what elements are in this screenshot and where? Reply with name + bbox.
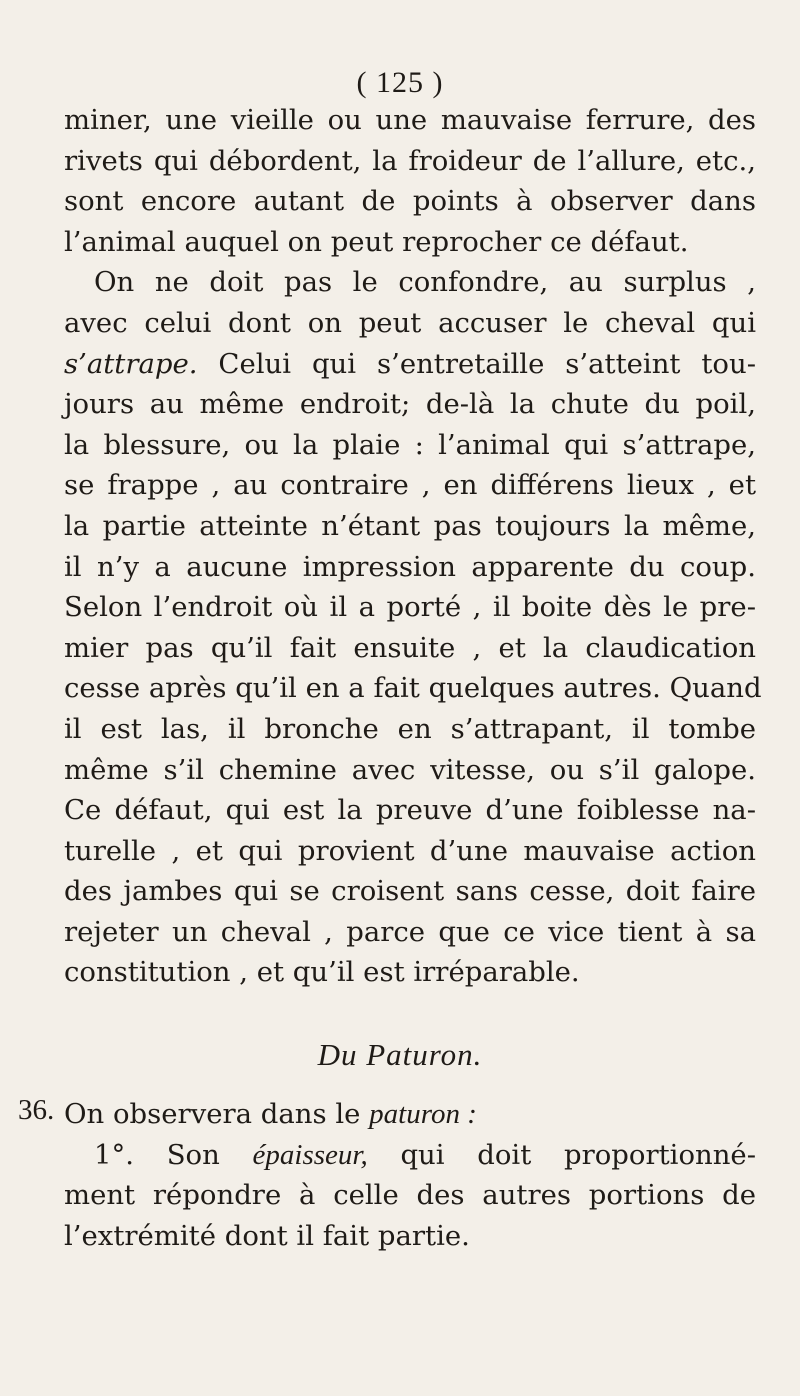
text-line: constitution , et qu’il est irréparable. xyxy=(64,956,580,989)
page-number: ( 125 ) xyxy=(356,66,444,99)
body-text xyxy=(64,100,762,993)
text-line xyxy=(64,1094,756,1135)
text-span: qui doit proportionné- xyxy=(367,1138,756,1171)
text-line: l’animal auquel on peut reprocher ce défaut. xyxy=(64,225,689,258)
text-span: 1°. Son xyxy=(94,1138,253,1171)
text-line: cesse après qu’il en a fait quelques autres. Quand xyxy=(64,672,762,705)
text-line: la partie atteinte n’étant pas toujours la même, xyxy=(64,509,756,542)
section-title: Du Paturon. xyxy=(317,1037,483,1072)
text-line: miner, une vieille ou une mauvaise ferrure, des xyxy=(64,104,756,136)
text-line: rejeter un cheval , parce que ce vice tient à sa xyxy=(64,915,756,948)
text-span: Celui qui s’entretaille s’atteint tou- xyxy=(197,347,756,380)
text-span: On observera dans le xyxy=(64,1098,370,1130)
text-line: Selon l’endroit où il a porté , il boite dès le pre- xyxy=(64,591,756,624)
section-text xyxy=(64,1094,756,1256)
text-line: mier pas qu’il fait ensuite , et la claudication xyxy=(64,631,756,664)
text-line: jours au même endroit; de-là la chute du poil, xyxy=(64,388,756,421)
italic-term: s’attrape. xyxy=(64,347,198,380)
text-line: rivets qui débordent, la froideur de l’allure, etc., xyxy=(64,144,756,177)
text-line: se frappe , au contraire , en différens lieux , et xyxy=(64,469,756,502)
text-line xyxy=(64,1135,756,1176)
text-line: il est las, il bronche en s’attrapant, il tombe xyxy=(64,712,756,745)
italic-term: épaisseur, xyxy=(252,1138,368,1171)
text-line xyxy=(64,344,756,385)
text-line: l’extrémité dont il fait partie. xyxy=(64,1219,470,1252)
text-line: il n’y a aucune impression apparente du coup. xyxy=(64,550,756,583)
text-line: turelle , et qui provient d’une mauvaise action xyxy=(64,834,756,867)
text-line: avec celui dont on peut accuser le cheval qui xyxy=(64,306,756,339)
text-line: ment répondre à celle des autres portions de xyxy=(64,1179,756,1212)
text-line: des jambes qui se croisent sans cesse, doit faire xyxy=(64,875,756,908)
paragraph-first-line: On ne doit pas le confondre, au surplus , xyxy=(94,266,756,299)
paragraph-number: 36. xyxy=(18,1094,55,1126)
text-line: Ce défaut, qui est la preuve d’une foiblesse na- xyxy=(64,794,756,827)
italic-term: paturon : xyxy=(369,1098,477,1130)
text-line: sont encore autant de points à observer dans xyxy=(64,185,756,218)
text-line: la blessure, ou la plaie : l’animal qui s’attrape, xyxy=(64,428,756,461)
text-line: même s’il chemine avec vitesse, ou s’il galope. xyxy=(64,753,756,786)
